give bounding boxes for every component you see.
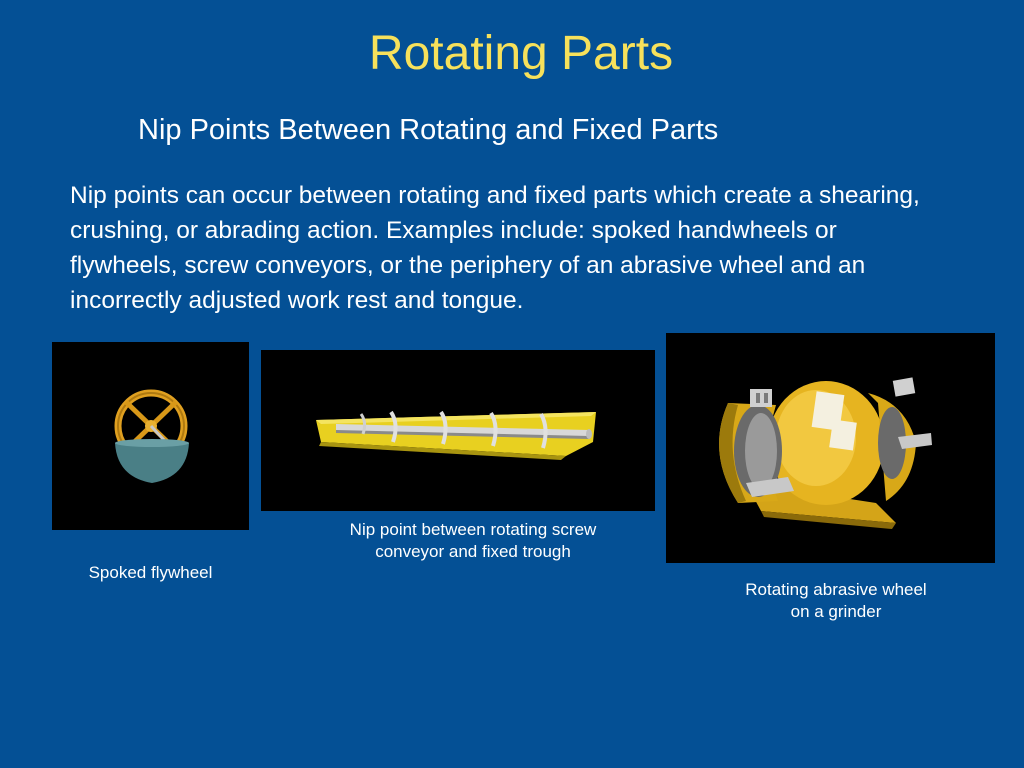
slide-subtitle: Nip Points Between Rotating and Fixed Parts [138, 114, 719, 146]
body-paragraph: Nip points can occur between rotating and fixed parts which create a shearing, crushing, or abrading action. Examples include: spoked handwheels or flywheels, screw conveyors, or the periphery of an abrasive wheel and an incorrectly adjusted work rest and tongue. [70, 182, 920, 314]
flywheel-illustration [52, 342, 249, 530]
flywheel-caption [52, 562, 249, 584]
grinder-illustration [666, 333, 995, 563]
flywheel-image [52, 342, 249, 530]
slide-title: Rotating Parts [368, 27, 674, 80]
screw-conveyor-image [261, 350, 655, 511]
grinder-caption-line2: on a grinder [790, 602, 882, 621]
flywheel-caption-text: Spoked flywheel [88, 563, 213, 582]
screw-conveyor-caption [261, 519, 685, 563]
grinder-caption-line1: Rotating abrasive wheel [745, 580, 927, 599]
screw-conveyor-caption-line1: Nip point between rotating screw [349, 520, 597, 539]
grinder-image [666, 333, 995, 563]
grinder-caption [666, 579, 1006, 623]
screw-conveyor-caption-line2: conveyor and fixed trough [375, 542, 571, 561]
screw-conveyor-illustration [261, 350, 655, 511]
